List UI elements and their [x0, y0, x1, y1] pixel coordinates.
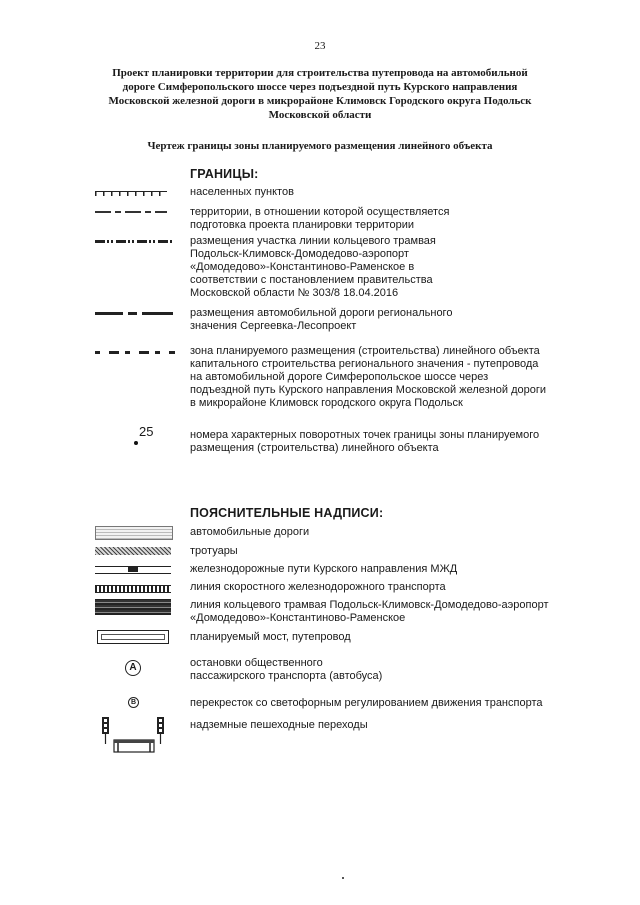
page-number: 23	[314, 40, 326, 52]
legend-text-tram-line: линия кольцевого трамвая Подольск-Климовск-Домодедово-аэропорт «Домодедово»-Константиново-Раменское	[190, 599, 549, 624]
pedestrian-crossing-icon	[100, 716, 168, 754]
scan-mark	[342, 877, 344, 879]
legend-text-traffic-light: перекресток со светофорным регулированием движения транспорта	[190, 697, 543, 709]
sidewalk-icon	[95, 547, 171, 555]
railway-marker-icon	[128, 567, 138, 572]
legend-text-territory: территории, в отношении которой осуществляется подготовка проекта планировки территории	[190, 206, 450, 231]
tram-line-icon	[95, 599, 171, 615]
legend-text-tram-boundary: размещения участка линии кольцевого трамвая Подольск-Климовск-Домодедово-аэропорт «Домодедово»-Константиново-Раменское в соответствии с постановлением правительства Московской области № 303/8 18.04.2016	[190, 235, 436, 299]
dashed-line-icon	[95, 351, 175, 354]
legend-text-roads: автомобильные дороги	[190, 526, 310, 538]
legend-text-speed-rail: линия скоростного железнодорожного транспорта	[190, 581, 446, 593]
bridge-inner-icon	[101, 634, 165, 640]
legend-text-settlements: населенных пунктов	[190, 186, 294, 198]
dash-dots-line-icon	[95, 240, 173, 243]
speed-rail-icon	[95, 585, 171, 593]
bus-stop-icon: A	[125, 660, 141, 676]
legend-text-sidewalks: тротуары	[190, 545, 238, 557]
boundaries-heading: ГРАНИЦЫ:	[190, 167, 259, 181]
legend-text-bus-stop: остановки общественного пассажирского транспорта (автобуса)	[190, 657, 383, 682]
drawing-subtitle: Чертеж границы зоны планируемого размещения линейного объекта	[147, 140, 493, 152]
point-number-example: 25	[139, 424, 154, 439]
legend-text-crossing: надземные пешеходные переходы	[190, 719, 368, 731]
long-dash-line-icon	[95, 312, 173, 315]
legend-text-bridge: планируемый мост, путепровод	[190, 631, 351, 643]
document-title: Проект планировки территории для строительства путепровода на автомобильной дороге Симферопольского шоссе через подъездной путь Курского направления Московской железной дороги в микрорайоне Климовск Городского округа Подольск Московской области	[108, 67, 532, 121]
dash-dot-line-icon	[95, 211, 167, 213]
legend-text-zone: зона планируемого размещения (строительства) линейного объекта капитального строительства регионального значения - путепровода на автомобильной дороге Симферопольское шоссе через подъездной путь Курского направления Московской железной дороги в микрорайоне Климовск городского округа Подольск	[190, 345, 547, 409]
explanations-heading: ПОЯСНИТЕЛЬНЫЕ НАДПИСИ:	[190, 506, 384, 520]
legend-text-railway: железнодорожные пути Курского направления МЖД	[190, 563, 458, 575]
traffic-light-icon: В	[128, 697, 139, 708]
legend-text-points: номера характерных поворотных точек границы зоны планируемого размещения (строительства) линейного объекта	[190, 429, 540, 454]
road-icon	[95, 526, 173, 540]
tick-line-icon	[95, 191, 167, 198]
point-dot-icon	[134, 441, 138, 445]
legend-text-road-boundary: размещения автомобильной дороги регионального значения Сергеевка-Лесопроект	[190, 307, 453, 332]
